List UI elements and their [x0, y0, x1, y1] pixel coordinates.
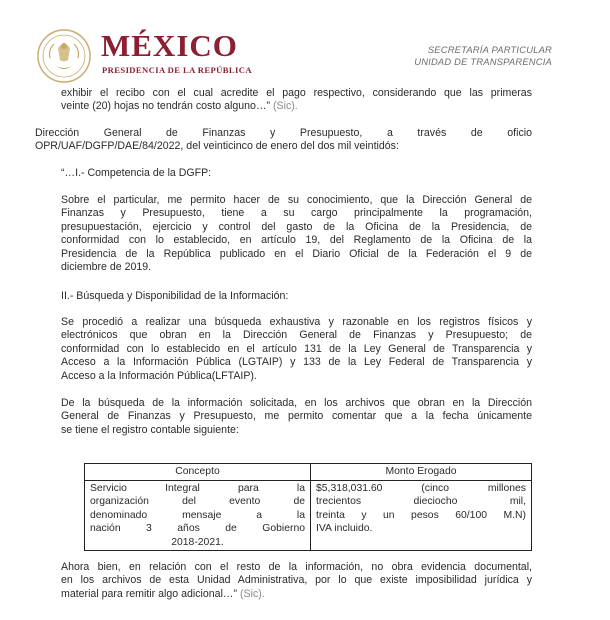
text-line: en los archivos de esta Unidad Administrativa, por lo que existe imposibilidad jurídica y [61, 574, 532, 587]
column-header-amount: Monto Erogado [311, 464, 532, 481]
office-name [414, 44, 552, 67]
paragraph-intro [61, 87, 532, 114]
national-seal-icon [36, 28, 92, 84]
text-line: Presidencia de la República publicado en el Diario Oficial de la Federación el 9 de [61, 247, 532, 260]
text-line: Se procedió a realizar una búsqueda exhaustiva y razonable en los registros físicos y [61, 316, 532, 328]
logo-subtitle: PRESIDENCIA DE LA REPÚBLICA [102, 65, 252, 75]
paragraph-dgfp-office [35, 127, 532, 154]
sic-note: (Sic). [240, 587, 265, 600]
cell-line: treinta y un pesos 60/100 M.N) [316, 509, 526, 521]
logo-title: MÉXICO [101, 28, 238, 63]
column-header-concept: Concepto [85, 464, 311, 481]
cell-line: nación 3 años de Gobierno [90, 523, 305, 535]
office-line-1: SECRETARÍA PARTICULAR [427, 44, 552, 55]
cell-line: denominado mensaje a la [90, 509, 305, 521]
text-line: exhibir el recibo con el cual acredite el pago respectivo, considerando que las primeras [61, 87, 532, 99]
text-line: Sobre el particular, me permito hacer de su conocimiento, que la Dirección General de [61, 194, 532, 206]
section-heading-search: II.- Búsqueda y Disponibilidad de la Información: [61, 290, 289, 302]
text-line: Acceso a la Información Pública(LFTAIP). [61, 369, 257, 382]
expense-table [84, 463, 532, 551]
paragraph-competence [61, 194, 532, 274]
text-line: veinte (20) hojas no tendrán costo alguno…” [61, 100, 271, 113]
text-line: se tiene el registro contable siguiente: [61, 423, 239, 436]
text-line: conformidad con lo establecido en el artículo 131 de la Ley General de Transparencia y [61, 342, 532, 355]
text-line: diciembre de 2019. [61, 261, 152, 274]
cell-amount [311, 481, 532, 551]
text-line: conformidad con lo establecido, en artículo 19, del Reglamento de la Oficina de la [61, 234, 532, 247]
cell-line: IVA incluido. [316, 523, 373, 535]
text-line: OPR/UAF/DGFP/DAE/84/2022, del veinticinco de enero del dos mil veintidós: [35, 140, 399, 153]
cell-line: trecientos dieciocho mil, [316, 496, 526, 508]
table-row [85, 481, 532, 551]
text-line: Acceso a la Información Pública (LGTAIP) y 133 de la Ley Federal de Transparencia y [61, 356, 532, 369]
text-line: Dirección General de Finanzas y Presupuesto, a través de oficio [35, 127, 532, 139]
cell-line: 2018-2021. [171, 536, 224, 548]
cell-line: Servicio Integral para la [90, 483, 305, 494]
paragraph-result [61, 397, 532, 437]
cell-line: $5,318,031.60 (cinco millones [316, 483, 526, 494]
cell-concept [85, 481, 311, 551]
text-line: electrónicos que obran en la Dirección General de Finanzas y Presupuesto; de [61, 329, 532, 342]
page-header [0, 0, 610, 82]
text-line: Finanzas y Presupuesto, tiene a su cargo principalmente la programación, [61, 207, 532, 220]
text-line: Ahora bien, en relación con el resto de la información, no obra evidencia documental, [61, 561, 532, 573]
text-line: material para remitir algo adicional…” [61, 587, 238, 600]
table-header-row [85, 464, 532, 481]
sic-note: (Sic). [273, 100, 298, 113]
paragraph-closing [61, 561, 532, 601]
text-line: presupuestación, ejercicio y control del gasto de la Oficina de la Presidencia, de [61, 220, 532, 233]
text-line: De la búsqueda de la información solicitada, en los archivos que obran en la Dirección [61, 397, 532, 409]
text-line: General de Finanzas y Presupuesto, me permito comentar que a la fecha únicamente [61, 410, 532, 423]
paragraph-search [61, 316, 532, 383]
cell-line: organización del evento de [90, 496, 305, 508]
section-heading-competence: “…I.- Competencia de la DGFP: [61, 167, 212, 179]
office-line-2: UNIDAD DE TRANSPARENCIA [414, 55, 552, 67]
